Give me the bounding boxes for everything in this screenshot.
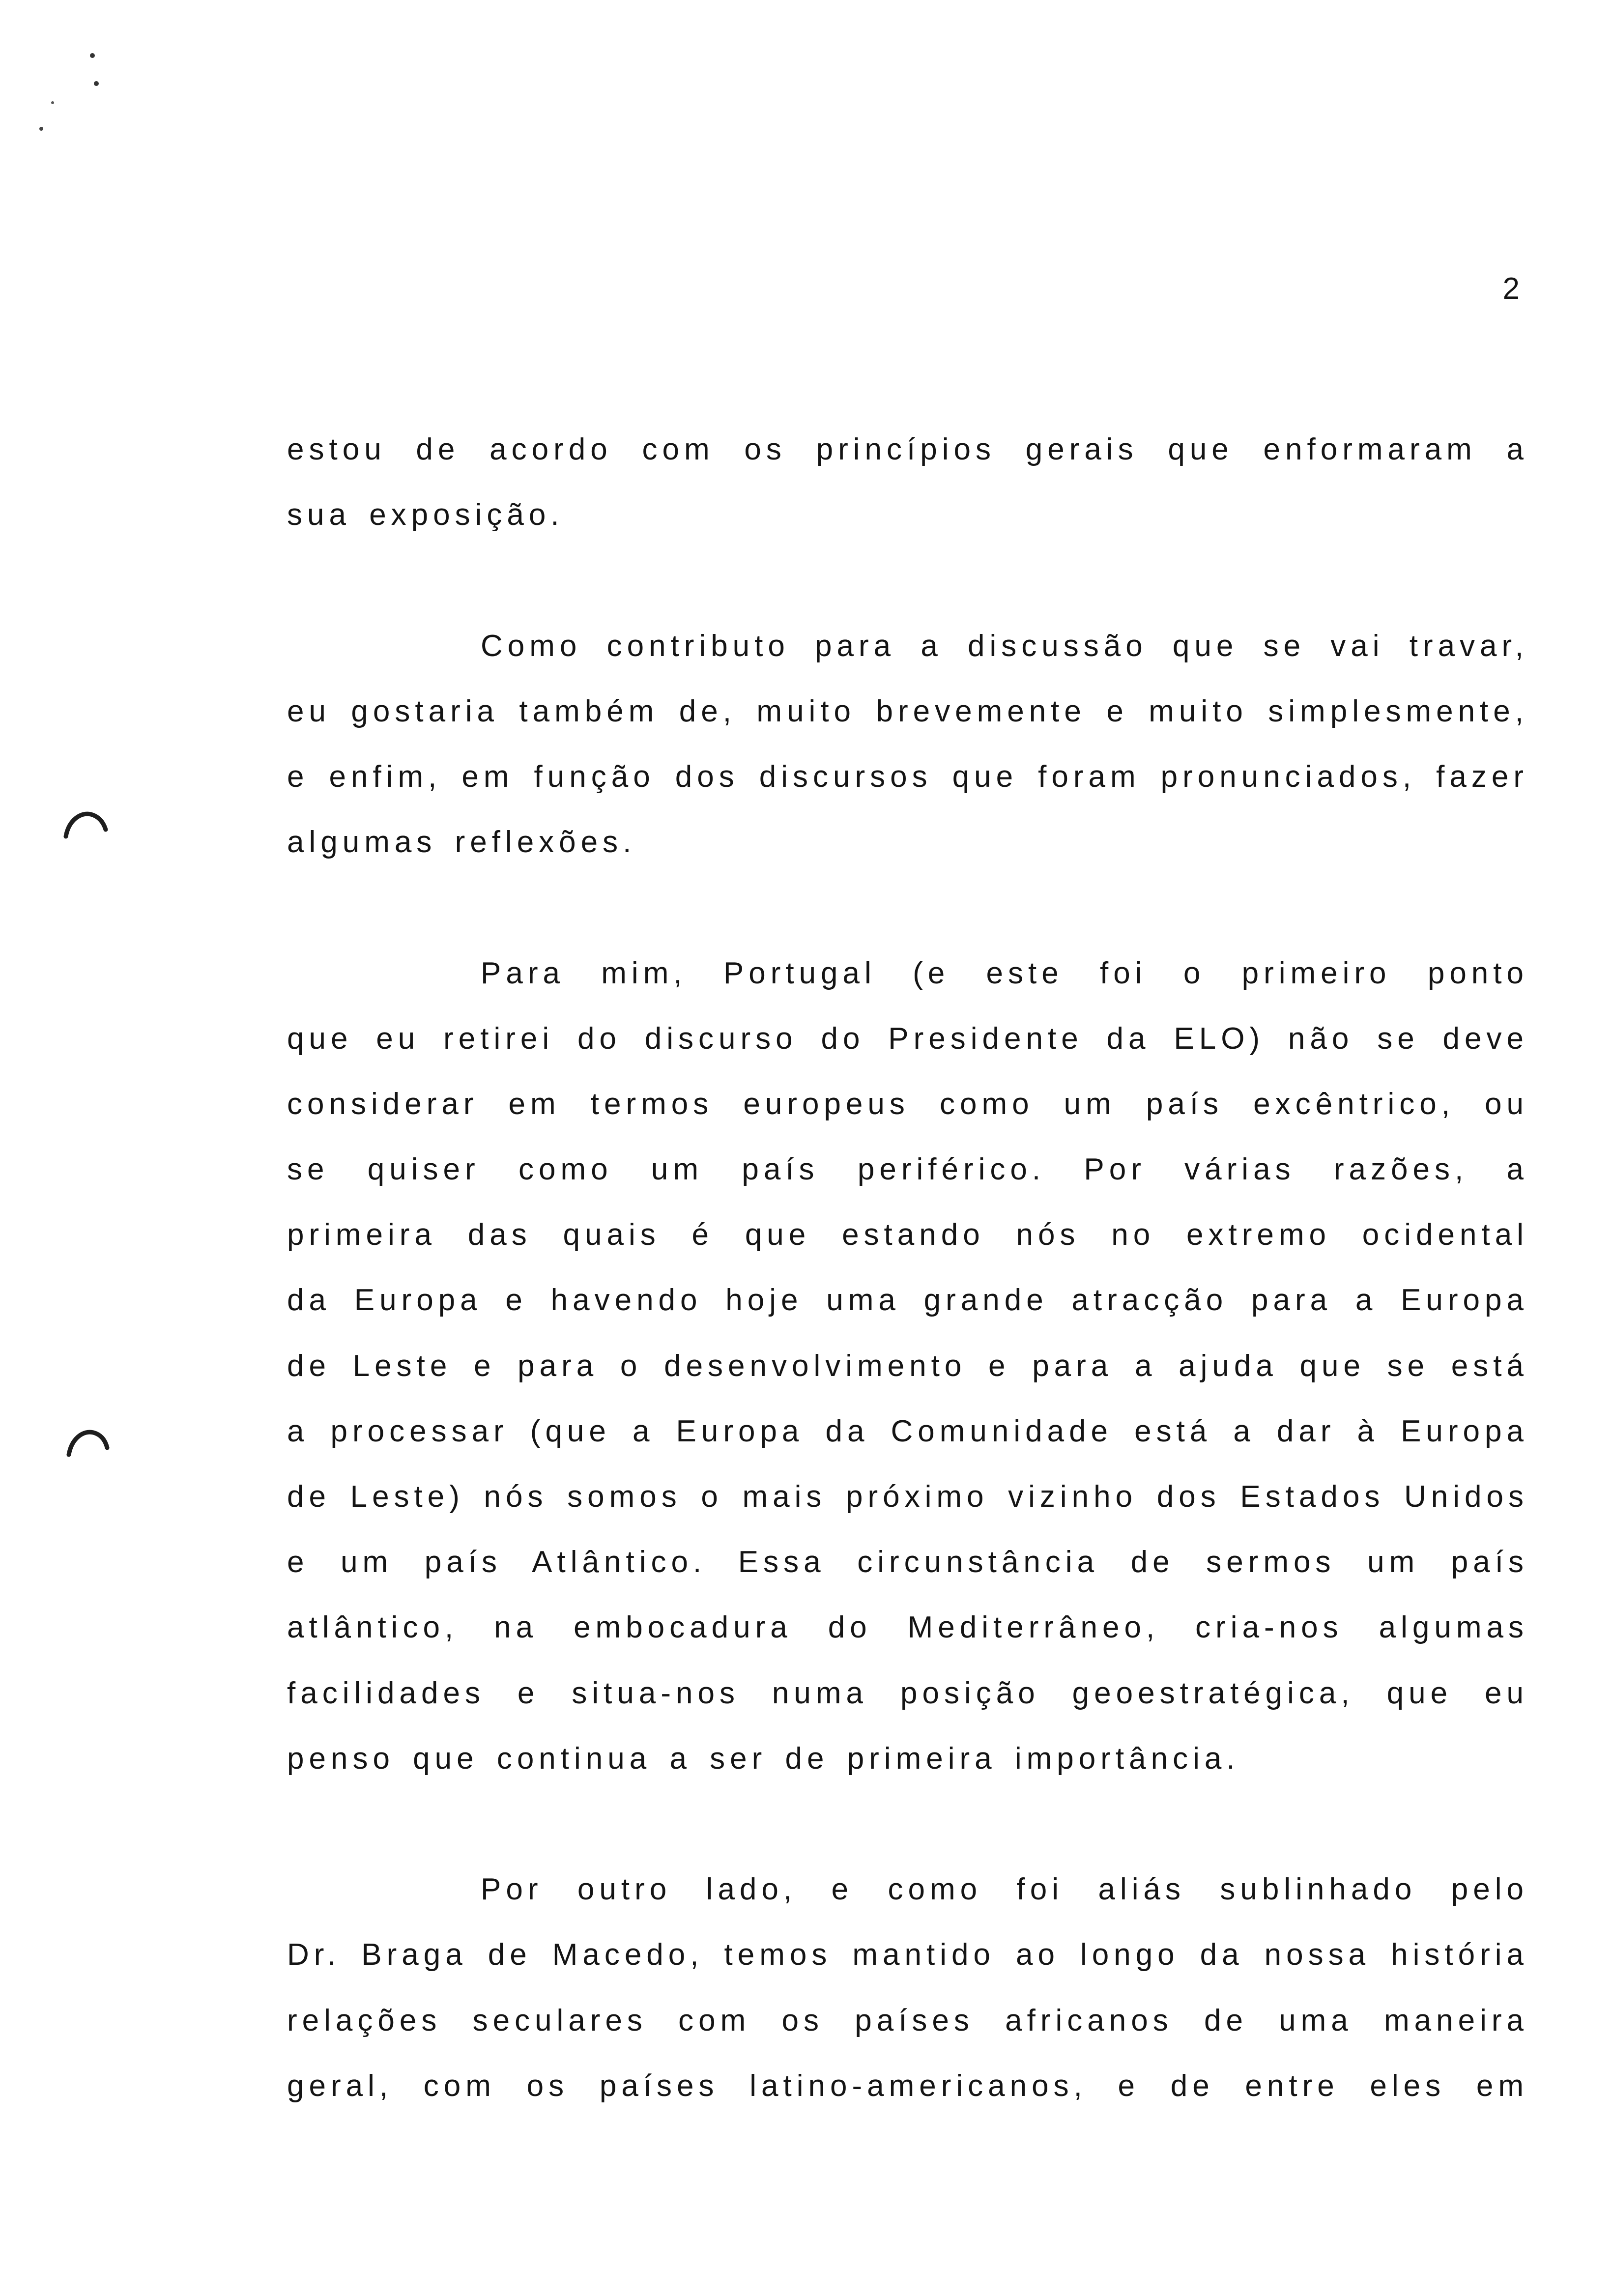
text-line: Para mim, Portugal (e este foi o primeiro ponto — [481, 956, 1528, 990]
text-line: considerar em termos europeus como um país excêntrico, ou — [287, 1087, 1528, 1121]
text-line: que eu retirei do discurso do Presidente da ELO) não se deve — [287, 1021, 1528, 1056]
text-line: e enfim, em função dos discursos que foram pronunciados, fazer — [287, 759, 1528, 794]
text-line: de Leste) nós somos o mais próximo vizinho dos Estados Unidos — [287, 1480, 1528, 1514]
text-line: Como contributo para a discussão que se vai travar, — [481, 629, 1528, 663]
punch-hole-mark — [66, 814, 106, 836]
text-line: de Leste e para o desenvolvimento e para a ajuda que se está — [287, 1349, 1528, 1383]
punch-hole-mark — [69, 1432, 107, 1455]
paragraph — [287, 417, 1528, 547]
text-line: e um país Atlântico. Essa circunstância de sermos um país — [287, 1545, 1528, 1579]
text-line: algumas reflexões. — [287, 825, 636, 860]
text-line: atlântico, na embocadura do Mediterrâneo, cria-nos algumas — [287, 1610, 1528, 1645]
text-line: a processar (que a Europa da Comunidade está a dar à Europa — [287, 1414, 1528, 1448]
paragraph — [287, 613, 1528, 875]
text-line: penso que continua a ser de primeira importância. — [287, 1741, 1240, 1776]
text-line: se quiser como um país periférico. Por várias razões, a — [287, 1152, 1528, 1187]
scan-speck — [39, 127, 43, 131]
text-line: estou de acordo com os princípios gerais que enformaram a — [287, 432, 1528, 466]
text-line: da Europa e havendo hoje uma grande atracção para a Europa — [287, 1283, 1528, 1318]
text-line: eu gostaria também de, muito brevemente e muito simplesmente, — [287, 694, 1528, 728]
text-line: relações seculares com os países africanos de uma maneira — [287, 2003, 1528, 2038]
text-line: primeira das quais é que estando nós no extremo ocidental — [287, 1218, 1528, 1252]
text-line: Por outro lado, e como foi aliás sublinhado pelo — [481, 1872, 1528, 1907]
text-line: facilidades e situa-nos numa posição geoestratégica, que eu — [287, 1676, 1528, 1710]
page-number: 2 — [1502, 272, 1525, 306]
text-line: geral, com os países latino-americanos, e de entre eles em — [287, 2068, 1528, 2103]
text-line: Dr. Braga de Macedo, temos mantido ao longo da nossa história — [287, 1938, 1528, 1972]
scan-speck — [94, 81, 99, 86]
text-line: sua exposição. — [287, 498, 564, 532]
body-text — [287, 417, 1528, 2119]
paragraph — [287, 941, 1528, 1791]
paragraph — [287, 1857, 1528, 2119]
scan-speck — [90, 53, 95, 58]
scan-speck — [51, 101, 54, 104]
